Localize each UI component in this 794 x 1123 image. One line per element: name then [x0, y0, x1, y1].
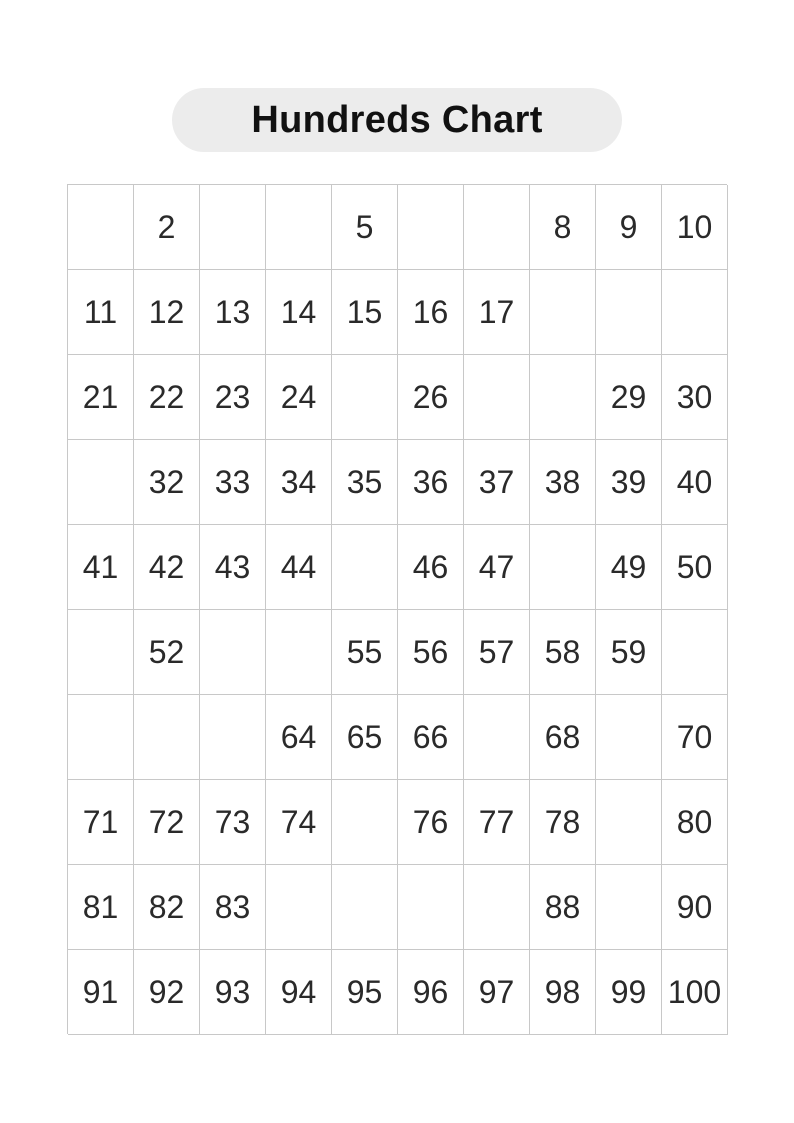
chart-cell	[530, 525, 596, 610]
chart-cell: 64	[266, 695, 332, 780]
chart-cell: 59	[596, 610, 662, 695]
chart-cell: 65	[332, 695, 398, 780]
chart-cell	[530, 270, 596, 355]
chart-cell: 32	[134, 440, 200, 525]
chart-cell	[662, 610, 728, 695]
chart-cell: 93	[200, 950, 266, 1035]
chart-cell: 11	[68, 270, 134, 355]
chart-cell: 16	[398, 270, 464, 355]
chart-cell: 71	[68, 780, 134, 865]
chart-cell: 13	[200, 270, 266, 355]
chart-cell: 58	[530, 610, 596, 695]
chart-cell	[398, 185, 464, 270]
chart-cell: 26	[398, 355, 464, 440]
chart-cell: 90	[662, 865, 728, 950]
chart-cell	[332, 355, 398, 440]
chart-cell: 81	[68, 865, 134, 950]
chart-cell	[68, 185, 134, 270]
chart-cell: 76	[398, 780, 464, 865]
chart-cell	[332, 780, 398, 865]
chart-cell: 5	[332, 185, 398, 270]
chart-cell: 94	[266, 950, 332, 1035]
chart-cell: 12	[134, 270, 200, 355]
chart-cell	[266, 865, 332, 950]
chart-cell	[596, 780, 662, 865]
chart-cell	[332, 525, 398, 610]
chart-cell: 72	[134, 780, 200, 865]
chart-cell	[200, 185, 266, 270]
chart-cell: 68	[530, 695, 596, 780]
chart-cell: 40	[662, 440, 728, 525]
chart-cell: 91	[68, 950, 134, 1035]
chart-cell: 46	[398, 525, 464, 610]
chart-cell: 41	[68, 525, 134, 610]
title-banner	[172, 88, 622, 152]
chart-cell: 82	[134, 865, 200, 950]
chart-cell	[530, 355, 596, 440]
chart-cell: 35	[332, 440, 398, 525]
chart-cell: 52	[134, 610, 200, 695]
chart-cell: 33	[200, 440, 266, 525]
chart-cell: 77	[464, 780, 530, 865]
chart-cell	[464, 865, 530, 950]
chart-cell: 44	[266, 525, 332, 610]
chart-cell: 38	[530, 440, 596, 525]
chart-cell	[68, 695, 134, 780]
chart-cell	[332, 865, 398, 950]
chart-cell: 15	[332, 270, 398, 355]
chart-cell	[398, 865, 464, 950]
chart-cell	[266, 185, 332, 270]
chart-cell: 55	[332, 610, 398, 695]
chart-cell: 83	[200, 865, 266, 950]
chart-cell: 98	[530, 950, 596, 1035]
hundreds-chart-grid	[67, 184, 727, 1034]
chart-cell	[134, 695, 200, 780]
chart-cell: 74	[266, 780, 332, 865]
chart-cell	[596, 865, 662, 950]
chart-cell: 99	[596, 950, 662, 1035]
chart-cell: 23	[200, 355, 266, 440]
chart-cell: 10	[662, 185, 728, 270]
chart-cell: 29	[596, 355, 662, 440]
chart-cell	[464, 355, 530, 440]
chart-cell: 49	[596, 525, 662, 610]
chart-cell	[68, 440, 134, 525]
chart-cell: 80	[662, 780, 728, 865]
chart-cell: 96	[398, 950, 464, 1035]
chart-cell	[200, 610, 266, 695]
chart-cell: 22	[134, 355, 200, 440]
chart-cell	[68, 610, 134, 695]
chart-cell: 66	[398, 695, 464, 780]
chart-cell: 24	[266, 355, 332, 440]
chart-cell: 56	[398, 610, 464, 695]
chart-cell: 42	[134, 525, 200, 610]
chart-cell	[464, 185, 530, 270]
chart-cell	[662, 270, 728, 355]
page-title: Hundreds Chart	[251, 98, 543, 141]
chart-cell: 88	[530, 865, 596, 950]
chart-cell: 39	[596, 440, 662, 525]
chart-cell: 8	[530, 185, 596, 270]
chart-cell: 34	[266, 440, 332, 525]
chart-cell: 100	[662, 950, 728, 1035]
chart-cell: 50	[662, 525, 728, 610]
chart-cell: 95	[332, 950, 398, 1035]
chart-cell	[200, 695, 266, 780]
chart-cell: 17	[464, 270, 530, 355]
chart-cell: 78	[530, 780, 596, 865]
chart-cell: 70	[662, 695, 728, 780]
chart-cell: 30	[662, 355, 728, 440]
chart-cell: 57	[464, 610, 530, 695]
chart-cell: 37	[464, 440, 530, 525]
chart-cell: 92	[134, 950, 200, 1035]
chart-cell: 73	[200, 780, 266, 865]
chart-cell	[596, 695, 662, 780]
chart-cell	[464, 695, 530, 780]
chart-cell: 2	[134, 185, 200, 270]
chart-cell: 21	[68, 355, 134, 440]
chart-cell: 9	[596, 185, 662, 270]
chart-cell	[596, 270, 662, 355]
chart-cell: 43	[200, 525, 266, 610]
chart-cell: 47	[464, 525, 530, 610]
chart-cell: 36	[398, 440, 464, 525]
chart-cell: 14	[266, 270, 332, 355]
chart-cell: 97	[464, 950, 530, 1035]
chart-cell	[266, 610, 332, 695]
